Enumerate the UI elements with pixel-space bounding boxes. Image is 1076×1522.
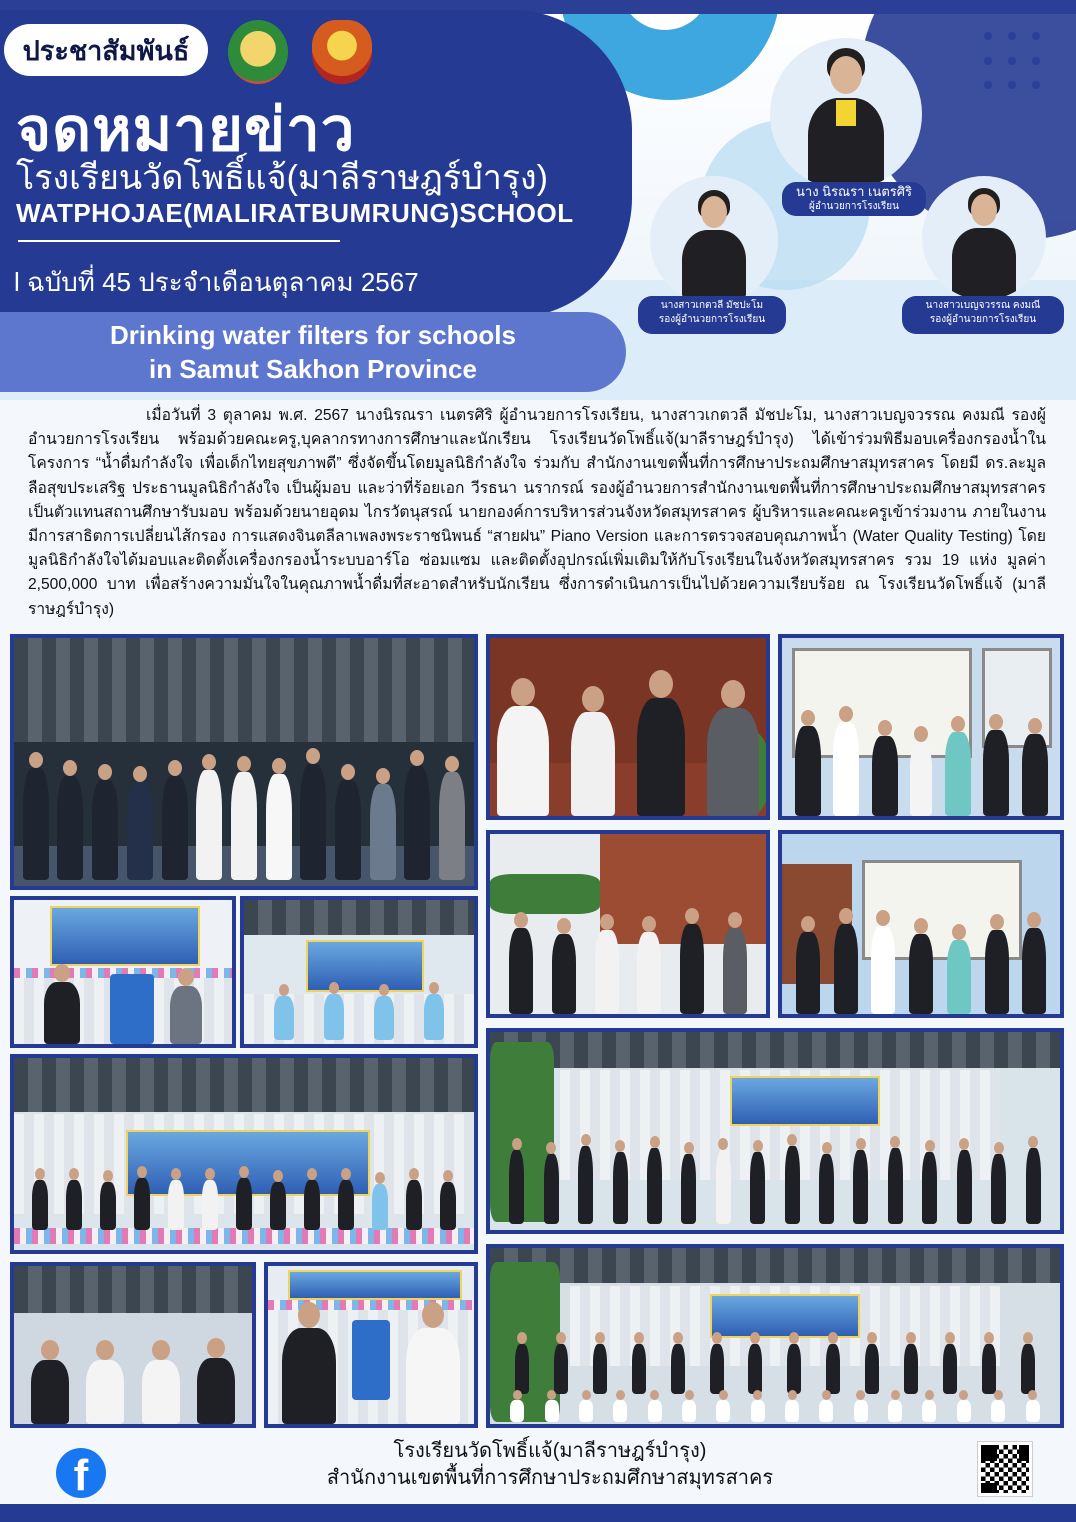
pr-badge: ประชาสัมพันธ์ [4,24,208,76]
footer-credits [300,1438,800,1492]
facebook-icon[interactable]: f [56,1448,106,1498]
executive-caption [902,296,1064,334]
subject-line-2: in Samut Sakhon Province [149,354,477,384]
article-body: เมื่อวันที่ 3 ตุลาคม พ.ศ. 2567 นางนิรณรา เนตรศิริ ผู้อำนวยการโรงเรียน, นางสาวเกตวลี มัชปะโม, นางสาวเบญจวรรณ คงมณี รองผู้อำนวยการโรงเรียน พร้อมด้วยคณะครู,บุคลากรทางการศึกษาและนักเรียน โรงเรียนวัดโพธิ์แจ้(มาลีราษฎร์บำรุง) ได้เข้าร่วมพิธีมอบเครื่องกรองน้ำในโครงการ “น้ำดื่มกำลังใจ เพื่อเด็กไทยสุขภาพดี” ซึ่งจัดขึ้นโดยมูลนิธิกำลังใจ ร่วมกับ สำนักงานเขตพื้นที่การศึกษาประถมศึกษาสมุทรสาคร โดยมี ดร.ละมูล ลือสุขประเสริฐ ประธานมูลนิธิกำลังใจ เป็นผู้มอบ และว่าที่ร้อยเอก วีรธนา นรากรณ์ รองผู้อำนวยการสำนักงานเขตพื้นที่การศึกษาประถมศึกษาสมุทรสาคร เป็นตัวแทนสถานศึกษารับมอบ พร้อมด้วยนายอุดม ไกรวัตนุสรณ์ นายกองค์การบริหารส่วนจังหวัดสมุทรสาคร ผู้บริหารและคณะครูเข้าร่วมงาน ภายในงานมีการสาธิตการเปลี่ยนไส้กรอง การแสดงจินตลีลาเพลงพระราชนิพนธ์ “สายฝน” Piano Version และการตรวจสอบคุณภาพน้ำ (Water Quality Testing) โดยมูลนิธิกำลังใจได้มอบและติดตั้งเครื่องกรองน้ำระบบอาร์โอ ซ่อมแซม และติดตั้งอุปกรณ์เพิ่มเติมให้กับโรงเรียนในจังหวัดสมุทรสาคร รวม 19 แห่ง มูลค่า 2,500,000 บาท เพื่อสร้างความมั่นใจในคุณภาพน้ำดื่มที่สะอาดสำหรับนักเรียน ซึ่งการดำเนินการเป็นไปด้วยความเรียบร้อย ณ โรงเรียนวัดโพธิ์แจ้ (มาลีราษฎร์บำรุง) [28,407,1046,618]
qr-code-icon[interactable] [978,1442,1032,1496]
issue-label: l ฉบับที่ 45 ประจำเดือนตุลาคม 2567 [14,267,419,297]
event-photo-dance [240,896,478,1048]
event-photo-audience [10,1262,256,1428]
event-photo-water-test [486,830,770,1018]
subject-line-1: Drinking water filters for schools [110,320,516,350]
event-photo-filter-demo [10,896,236,1048]
executive-photo [922,176,1046,300]
event-photo-handover [486,634,770,820]
event-photo-students-group [486,1244,1064,1428]
newsletter-title: จดหมายข่าว [16,96,356,163]
title-divider [18,240,340,242]
footer-office-name: สำนักงานเขตพื้นที่การศึกษาประถมศึกษาสมุทรสาคร [326,1467,774,1489]
footer-bar [0,1504,1076,1522]
executive-caption [638,296,786,334]
school-name-thai: โรงเรียนวัดโพธิ์แจ้(มาลีราษฎร์บำรุง) [16,159,548,197]
subject-banner [0,312,626,392]
executive-name: นาง นิรณรา เนตรศิริ [796,184,912,199]
executive-photo [770,38,922,190]
school-name-english: WATPHOJAE(MALIRATBUMRUNG)SCHOOL [16,198,574,228]
executive-role: ผู้อำนวยการโรงเรียน [809,201,899,212]
executive-photo [650,176,778,304]
event-photo-board [778,634,1064,820]
executive-role: รองผู้อำนวยการโรงเรียน [658,314,766,325]
event-photo-board-group [778,830,1064,1018]
executive-name: นางสาวเบญจวรรณ คงมณี [925,300,1041,311]
executive-name: นางสาวเกตวลี มัชปะโม [660,300,764,311]
school-logo-icon [228,20,288,84]
event-photo-filter-handover [264,1262,478,1428]
event-photo-stage-group [10,1054,478,1254]
executive-caption [782,182,926,216]
decor-dots [984,32,1024,92]
event-photo-teachers-group [486,1028,1064,1234]
footer-school-name: โรงเรียนวัดโพธิ์แจ้(มาลีราษฎร์บำรุง) [393,1440,707,1462]
event-photo-group-hall [10,634,478,890]
executive-role: รองผู้อำนวยการโรงเรียน [929,314,1037,325]
obec-logo-icon [312,20,372,84]
